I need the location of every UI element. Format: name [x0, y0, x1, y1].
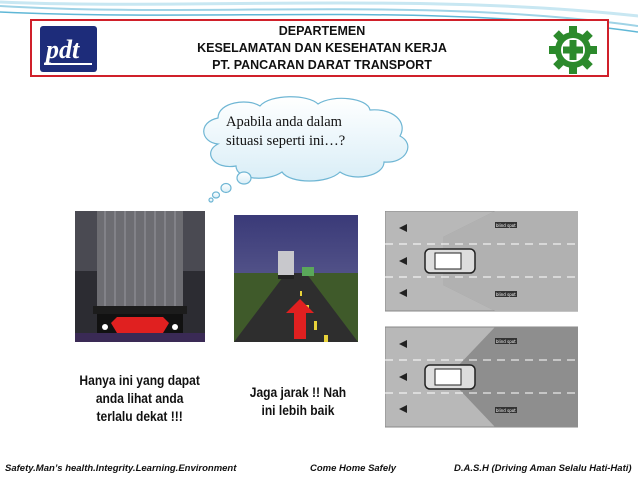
- green-cross-gear-icon: [548, 25, 598, 75]
- blind-spot-diagram: [385, 211, 578, 429]
- caption-line: Hanya ini yang dapat: [79, 372, 200, 388]
- road-safe-distance-image: [234, 215, 358, 342]
- truck-rear-too-close-image: [75, 211, 205, 342]
- panel-keep-distance: [226, 206, 366, 432]
- caption-line: terlalu dekat !!!: [96, 408, 183, 424]
- header-title: [152, 23, 492, 74]
- blind-spot-label: blind spot: [496, 292, 516, 297]
- caption-line: Jaga jarak !! Nah: [249, 384, 347, 400]
- header-line-1: DEPARTEMEN: [278, 24, 366, 38]
- bubble-line-2: situasi seperti ini…?: [226, 133, 346, 149]
- svg-text:pdt: pdt: [46, 35, 80, 64]
- panel-too-close-caption: [73, 371, 206, 425]
- pdt-logo-icon: [40, 26, 97, 72]
- blind-spot-label: blind spot: [496, 408, 516, 413]
- panel-too-close: [67, 206, 213, 432]
- bubble-line-1: Apabila anda dalam: [226, 114, 342, 130]
- blind-spot-label: blind spot: [496, 339, 516, 344]
- panel-keep-distance-caption: [230, 383, 366, 419]
- footer-dash: D.A.S.H (Driving Aman Selalu Hati-Hati): [454, 463, 632, 474]
- header-line-2: KESELAMATAN DAN KESEHATAN KERJA: [197, 41, 447, 55]
- header-box: [30, 19, 609, 77]
- footer-slogan: Come Home Safely: [310, 463, 397, 474]
- blind-spot-label: blind spot: [496, 223, 516, 228]
- caption-line: anda lihat anda: [95, 390, 184, 406]
- diagram-top: [385, 211, 578, 311]
- footer-motto: Safety.Man’s health.Integrity.Learning.Environment: [5, 463, 237, 474]
- header-line-3: PT. PANCARAN DARAT TRANSPORT: [212, 58, 432, 72]
- thought-bubble-text: [226, 113, 386, 151]
- caption-line: ini lebih baik: [261, 402, 335, 418]
- diagram-bottom: [385, 327, 578, 427]
